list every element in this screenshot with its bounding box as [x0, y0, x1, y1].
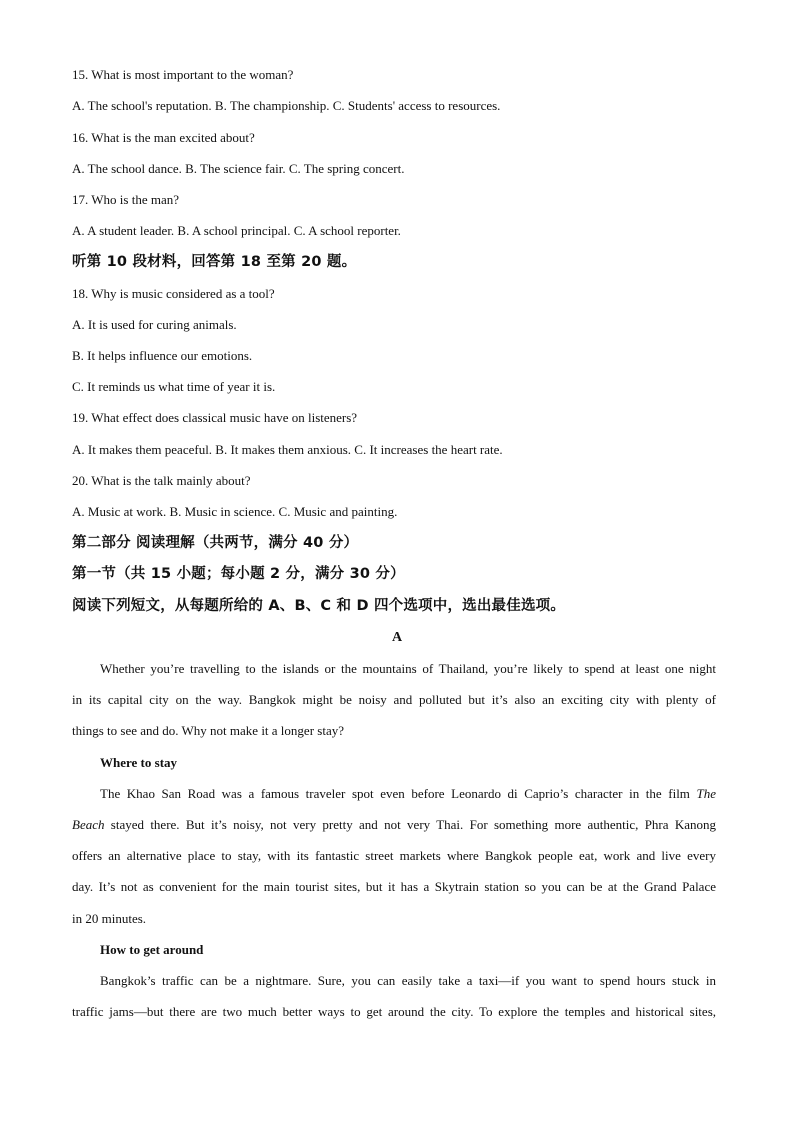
subheading-how-to-get-around: How to get around: [100, 942, 204, 957]
paragraph-1-line-1: Whether you’re travelling to the islands or the mountains of Thailand, you’re likely to spend at least one night: [100, 661, 716, 676]
film-title-part-1: The: [696, 786, 716, 801]
question-18: 18. Why is music considered as a tool?: [72, 286, 275, 301]
paragraph-3-line-1: Bangkok’s traffic can be a nightmare. Sure, you can easily take a taxi—if you want to spend hours stuck in: [100, 973, 716, 988]
question-20-options: A. Music at work. B. Music in science. C. Music and painting.: [72, 504, 398, 519]
paragraph-2-line-5: in 20 minutes.: [72, 911, 147, 926]
section-10-heading: 听第 10 段材料，回答第 18 至第 20 题。: [72, 254, 357, 270]
paragraph-2-line-1: [100, 786, 716, 802]
question-19-options: A. It makes them peaceful. B. It makes them anxious. C. It increases the heart rate.: [72, 442, 503, 457]
passage-label: A: [391, 630, 403, 645]
question-17-options: A. A student leader. B. A school principal. C. A school reporter.: [72, 223, 401, 238]
paragraph-2-line-1-text: The Khao San Road was a famous traveler spot even before Leonardo di Caprio’s character in the film: [100, 786, 697, 801]
paragraph-1-line-3: things to see and do. Why not make it a longer stay?: [72, 723, 344, 738]
reading-instruction: 阅读下列短文，从每题所给的 A、B、C 和 D 四个选项中，选出最佳选项。: [72, 598, 566, 614]
paragraph-3-line-2: traffic jams—but there are two much better ways to get around the city. To explore the temples and historical sites,: [72, 1004, 716, 1019]
question-20: 20. What is the talk mainly about?: [72, 473, 251, 488]
part-2-heading: 第二部分 阅读理解（共两节，满分 40 分）: [72, 535, 359, 551]
section-1-heading: 第一节（共 15 小题；每小题 2 分，满分 30 分）: [72, 566, 405, 582]
question-16: 16. What is the man excited about?: [72, 130, 255, 145]
paragraph-2-line-4: day. It’s not as convenient for the main tourist sites, but it has a Skytrain station so you can be at the Grand Palace: [72, 879, 716, 894]
question-18-option-b: B. It helps influence our emotions.: [72, 348, 253, 363]
question-15: 15. What is most important to the woman?: [72, 67, 294, 82]
question-19: 19. What effect does classical music have on listeners?: [72, 410, 358, 425]
question-18-option-c: C. It reminds us what time of year it is.: [72, 379, 276, 394]
paragraph-2-line-2-text: stayed there. But it’s noisy, not very pretty and not very Thai. For something more authentic, Phra Kanong: [104, 817, 716, 832]
film-title-part-2: Beach: [72, 817, 105, 832]
question-16-options: A. The school dance. B. The science fair. C. The spring concert.: [72, 161, 405, 176]
question-15-options: A. The school's reputation. B. The championship. C. Students' access to resources.: [72, 98, 501, 113]
subheading-where-to-stay: Where to stay: [100, 755, 178, 770]
paragraph-1-line-2: in its capital city on the way. Bangkok might be noisy and polluted but it’s also an exciting city with plenty of: [72, 692, 716, 707]
question-18-option-a: A. It is used for curing animals.: [72, 317, 237, 332]
paragraph-2-line-3: offers an alternative place to stay, with its fantastic street markets where Bangkok people eat, work and live every: [72, 848, 716, 863]
paragraph-2-line-2: [72, 817, 716, 833]
question-17: 17. Who is the man?: [72, 192, 179, 207]
